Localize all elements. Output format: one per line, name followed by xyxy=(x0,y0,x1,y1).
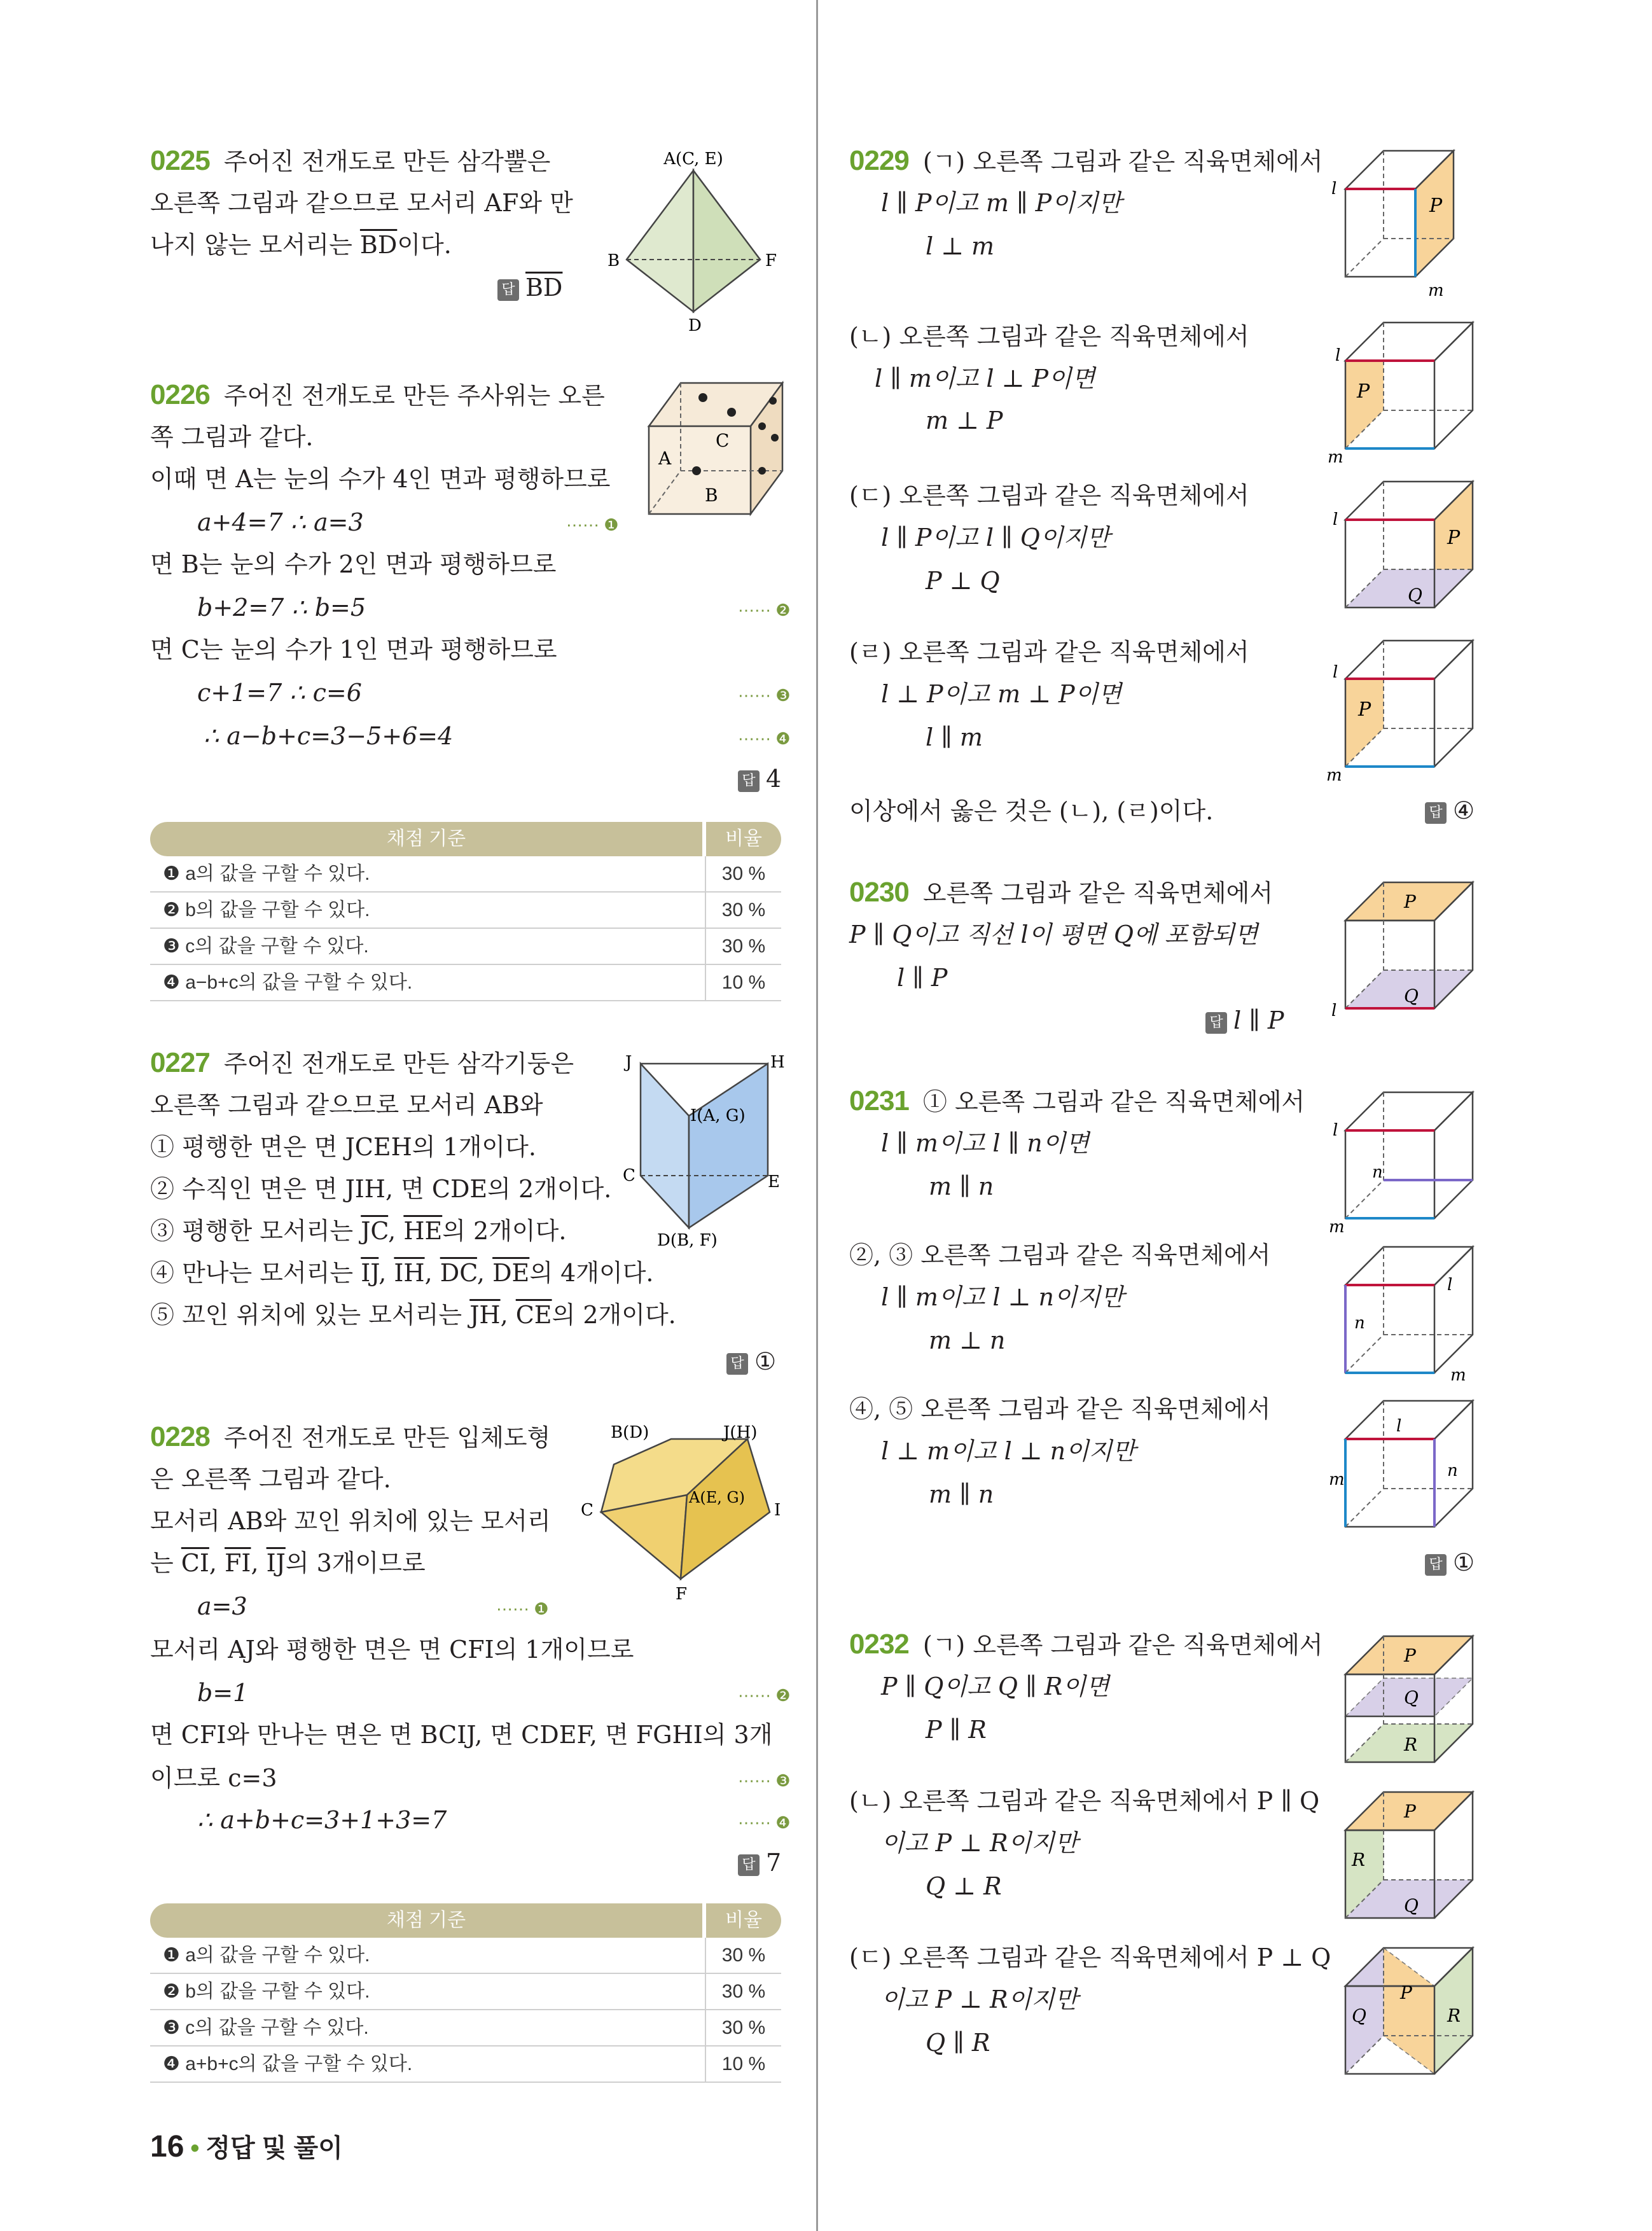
svg-text:l: l xyxy=(1333,663,1338,682)
svg-text:R: R xyxy=(1447,2005,1461,2026)
problem-0227-line6: ④ 만나는 모서리는 $\overline{IJ}$, $\overline{IH}$, $\overline{DC}$, $\overline{DE}$의 4개이다. xyxy=(150,1259,654,1287)
svg-text:n: n xyxy=(1372,1163,1383,1182)
table-row: ❷ b의 값을 구할 수 있다. 30 % xyxy=(150,893,781,929)
vertex-label: E xyxy=(768,1172,780,1192)
cube-figure-0229-b xyxy=(1326,315,1485,468)
pentahedron-figure xyxy=(576,1420,792,1611)
svg-text:l: l xyxy=(1331,1001,1337,1020)
svg-text:P: P xyxy=(1404,891,1416,912)
svg-text:Q: Q xyxy=(1408,585,1422,606)
answer-0229: 답 ④ xyxy=(1425,796,1475,824)
cube-figure-0232-b xyxy=(1326,1784,1485,1937)
problem-0228-line6: 모서리 AJ와 평행한 면은 면 CFI의 1개이므로 xyxy=(150,1636,634,1664)
problem-0228-line2: 은 오른쪽 그림과 같다. xyxy=(150,1465,391,1493)
tetrahedron-figure xyxy=(601,145,786,336)
cube-figure-0230 xyxy=(1326,875,1485,1027)
equation-result: ∴ a+b+c=3+1+3=7 xyxy=(197,1806,447,1834)
problem-0225-line3: 나지 않는 모서리는 $\overline{BD}$이다. xyxy=(150,231,452,259)
scoring-table-2 xyxy=(150,1903,781,2083)
vertex-label: B(D) xyxy=(611,1423,649,1442)
problem-number: 0232 xyxy=(849,1629,909,1660)
face-label: B xyxy=(705,485,718,506)
problem-0228-line1: 0228 주어진 전개도로 만든 입체도형 xyxy=(150,1421,551,1452)
table-row: ❷ b의 값을 구할 수 있다. 30 % xyxy=(150,1974,781,2010)
problem-number: 0228 xyxy=(150,1421,210,1452)
vertex-label: B xyxy=(607,251,620,270)
svg-text:l: l xyxy=(1396,1417,1402,1436)
step-marker-1: ⋯⋯ ❶ xyxy=(496,1599,549,1618)
answer-icon: 답 xyxy=(738,770,760,792)
problem-0232-line1: 0232 (ㄱ) 오른쪽 그림과 같은 직육면체에서 xyxy=(849,1629,1323,1660)
equation-b: b+2=7 ∴ b=5 xyxy=(197,594,366,622)
face-label: C xyxy=(716,430,730,451)
problem-0227-line4: ② 수직인 면은 면 JIH, 면 CDE의 2개이다. xyxy=(150,1175,612,1203)
triangular-prism-figure xyxy=(620,1050,792,1253)
table-row: ❹ a−b+c의 값을 구할 수 있다. 10 % xyxy=(150,965,781,1001)
problem-0225-line2: 오른쪽 그림과 같으므로 모서리 AF와 만 xyxy=(150,189,573,217)
svg-text:P: P xyxy=(1447,527,1461,549)
svg-text:m: m xyxy=(1428,281,1444,300)
answer-0228: 답 7 xyxy=(738,1849,781,1877)
equation-c: c+1=7 ∴ c=6 xyxy=(197,679,362,707)
problem-0227-line7: ⑤ 꼬인 위치에 있는 모서리는 $\overline{JH}$, $\overline{CE}$의 2개이다. xyxy=(150,1301,676,1329)
table-row: ❹ a+b+c의 값을 구할 수 있다. 10 % xyxy=(150,2047,781,2083)
step-marker-3: ⋯⋯ ❸ xyxy=(738,1771,791,1790)
cube-figure-0232-c xyxy=(1326,1940,1485,2093)
svg-text:Q: Q xyxy=(1352,2005,1366,2026)
problem-0226-line5: 면 B는 눈의 수가 2인 면과 평행하므로 xyxy=(150,550,557,578)
svg-text:l: l xyxy=(1333,1121,1338,1140)
svg-text:P: P xyxy=(1404,1645,1416,1666)
problem-0226-line2: 쪽 그림과 같다. xyxy=(150,423,314,451)
problem-0226-line7: 면 C는 눈의 수가 1인 면과 평행하므로 xyxy=(150,636,557,664)
problem-number: 0231 xyxy=(849,1085,909,1116)
vertex-label: J xyxy=(625,1053,632,1072)
face-label: A xyxy=(658,448,672,469)
svg-text:l: l xyxy=(1335,346,1341,365)
problem-number: 0229 xyxy=(849,145,909,176)
problem-number: 0227 xyxy=(150,1047,210,1078)
step-marker-2: ⋯⋯ ❷ xyxy=(738,601,791,620)
table-header: 채점 기준 비율 xyxy=(150,1903,781,1938)
svg-text:Q: Q xyxy=(1404,1895,1419,1916)
cube-figure-0231-a xyxy=(1326,1085,1485,1237)
step-marker-2: ⋯⋯ ❷ xyxy=(738,1686,791,1705)
problem-0228-line8: 면 CFI와 만나는 면은 면 BCIJ, 면 CDEF, 면 FGHI의 3개 xyxy=(150,1721,773,1749)
problem-0230-line1: 0230 오른쪽 그림과 같은 직육면체에서 xyxy=(849,877,1274,908)
svg-text:m: m xyxy=(1329,1218,1345,1237)
svg-text:R: R xyxy=(1404,1734,1418,1755)
svg-text:P: P xyxy=(1357,380,1370,403)
equation-result: ∴ a−b+c=3−5+6=4 xyxy=(204,722,454,750)
problem-0226-line3: 이때 면 A는 눈의 수가 4인 면과 평행하므로 xyxy=(150,465,611,493)
vertex-label: F xyxy=(765,251,777,270)
problem-0227-line5: ③ 평행한 모서리는 $\overline{JC}$, $\overline{HE}$의 2개이다. xyxy=(150,1217,567,1245)
svg-text:P: P xyxy=(1400,1982,1412,2003)
vertex-label: I(A, G) xyxy=(690,1106,746,1125)
step-marker-1: ⋯⋯ ❶ xyxy=(566,515,619,534)
svg-text:m: m xyxy=(1329,1470,1345,1489)
answer-0230: 답 l ∥ P xyxy=(1205,1006,1284,1034)
problem-number: 0230 xyxy=(849,877,909,908)
equation-b: b=1 xyxy=(197,1679,249,1707)
table-row: ❸ c의 값을 구할 수 있다. 30 % xyxy=(150,929,781,965)
vertex-label: A(E, G) xyxy=(689,1489,746,1506)
answer-icon: 답 xyxy=(1425,802,1447,824)
svg-text:l: l xyxy=(1331,179,1337,198)
problem-0228-line9: 이므로 c=3 xyxy=(150,1764,277,1792)
svg-text:Q: Q xyxy=(1404,985,1419,1006)
problem-0227-line3: ① 평행한 면은 면 JCEH의 1개이다. xyxy=(150,1133,536,1161)
answer-icon: 답 xyxy=(497,279,519,301)
problem-number: 0226 xyxy=(150,379,210,410)
problem-0227-line2: 오른쪽 그림과 같으므로 모서리 AB와 xyxy=(150,1091,543,1119)
svg-text:P: P xyxy=(1358,698,1371,721)
answer-0225: 답 $\overline{BD}$ xyxy=(497,274,562,302)
table-header: 채점 기준 비율 xyxy=(150,822,781,856)
cube-figure-0229-d xyxy=(1326,633,1485,786)
svg-text:m: m xyxy=(1450,1366,1466,1385)
table-row: ❶ a의 값을 구할 수 있다. 30 % xyxy=(150,1938,781,1974)
vertex-label: H xyxy=(770,1053,785,1072)
svg-text:l: l xyxy=(1333,510,1338,529)
footer-title: 정답 및 풀이 xyxy=(205,2134,343,2162)
answer-0227: 답 ① xyxy=(726,1347,776,1375)
problem-0228-line3: 모서리 AB와 꼬인 위치에 있는 모서리 xyxy=(150,1507,551,1535)
table-row: ❶ a의 값을 구할 수 있다. 30 % xyxy=(150,856,781,893)
problem-0226-line1: 0226 주어진 전개도로 만든 주사위는 오른 xyxy=(150,379,605,410)
vertex-label: F xyxy=(676,1585,688,1604)
answer-0231: 답 ① xyxy=(1425,1548,1475,1576)
problem-0227-line1: 0227 주어진 전개도로 만든 삼각기둥은 xyxy=(150,1047,574,1078)
step-marker-3: ⋯⋯ ❸ xyxy=(738,686,791,705)
svg-text:n: n xyxy=(1447,1461,1458,1480)
cube-figure-0232-a xyxy=(1326,1629,1485,1781)
svg-text:l: l xyxy=(1447,1275,1453,1295)
problem-0225-line1: 0225 주어진 전개도로 만든 삼각뿔은 xyxy=(150,145,551,176)
page-number: 16 xyxy=(150,2130,184,2164)
problem-number: 0225 xyxy=(150,145,210,176)
answer-0226: 답 4 xyxy=(738,765,781,793)
vertex-label: D xyxy=(688,316,702,335)
vertex-label: A(C, E) xyxy=(663,149,723,169)
vertex-label: I xyxy=(774,1501,781,1520)
vertex-label: D(B, F) xyxy=(657,1231,718,1250)
svg-text:m: m xyxy=(1328,448,1343,467)
cube-figure-0229-c xyxy=(1326,474,1485,627)
answer-icon: 답 xyxy=(1205,1012,1227,1034)
problem-0231-line1: 0231 ① 오른쪽 그림과 같은 직육면체에서 xyxy=(849,1085,1305,1116)
problem-0229-line1: 0229 (ㄱ) 오른쪽 그림과 같은 직육면체에서 xyxy=(849,145,1323,176)
cube-figure-0231-b xyxy=(1326,1239,1485,1392)
scoring-table-1 xyxy=(150,822,781,1001)
vertex-label: C xyxy=(623,1166,635,1185)
page-footer: 16 • 정답 및 풀이 xyxy=(150,2130,343,2164)
dice-figure xyxy=(642,375,789,522)
cube-figure-0229-a xyxy=(1326,143,1485,305)
answer-icon: 답 xyxy=(738,1854,760,1876)
svg-text:n: n xyxy=(1354,1314,1365,1333)
step-marker-4: ⋯⋯ ❹ xyxy=(738,729,791,748)
table-row: ❸ c의 값을 구할 수 있다. 30 % xyxy=(150,2010,781,2047)
svg-text:m: m xyxy=(1326,766,1342,785)
problem-0228-line4: 는 $\overline{CI}$, $\overline{FI}$, $\overline{IJ}$의 3개이므로 xyxy=(150,1549,426,1577)
cube-figure-0231-c xyxy=(1326,1393,1485,1546)
column-divider xyxy=(816,0,818,2231)
equation-a: a+4=7 ∴ a=3 xyxy=(197,508,364,536)
vertex-label: C xyxy=(581,1501,593,1520)
answer-icon: 답 xyxy=(1425,1554,1447,1576)
svg-text:P: P xyxy=(1404,1801,1416,1822)
answer-icon: 답 xyxy=(726,1353,748,1375)
svg-text:P: P xyxy=(1429,195,1443,217)
equation-a: a=3 xyxy=(197,1592,247,1620)
svg-text:R: R xyxy=(1352,1849,1366,1870)
step-marker-4: ⋯⋯ ❹ xyxy=(738,1813,791,1832)
vertex-label: J(H) xyxy=(723,1423,758,1442)
svg-text:Q: Q xyxy=(1404,1687,1419,1708)
